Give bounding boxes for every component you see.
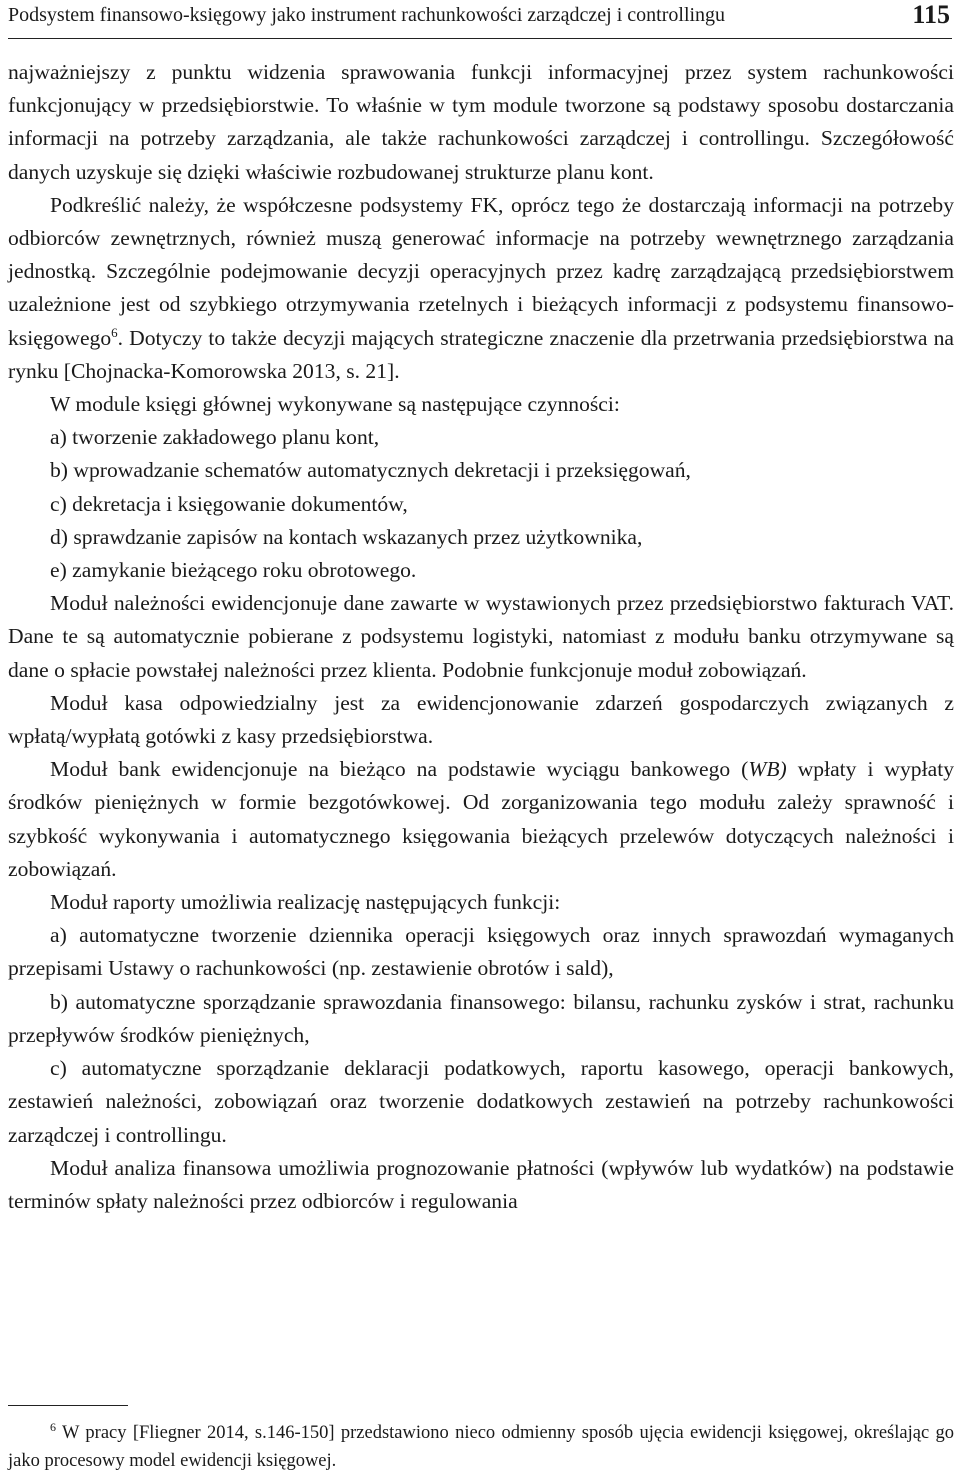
list-item: e) zamykanie bieżącego roku obrotowego. <box>50 558 417 583</box>
paragraph <box>8 753 954 886</box>
paragraph-text: Podkreślić należy, że współczesne podsystemy FK, oprócz tego że dostarczają informacji na potrzeby odbiorców zewnętrznych, również muszą generować informacje na potrzeby wewnętrznego zarządzania jednostką. Szczególnie podejmowanie decyzji operacyjnych przez kadrę zarządzającą przedsiębiorstwem uzależnione jest od szybkiego otrzymywania rzetelnych i bieżących informacji z podsystemu finansowo-księgowego <box>8 192 954 350</box>
paragraph: najważniejszy z punktu widzenia sprawowania funkcji informacyjnej przez system rachunkowości funkcjonujący w przedsiębiorstwie. To właśnie w tym module tworzone są podstawy sposobu dostarczania informacji na potrzeby zarządzania, ale także rachunkowości zarządczej i controllingu. Szczegółowość danych uzyskuje się dzięki właściwie rozbudowanej strukturze planu kont. <box>8 60 954 184</box>
footnote-number: 6 <box>50 1419 56 1434</box>
paragraph-text: . Dotyczy to także decyzji mających strategiczne znaczenie dla przetrwania przedsiębiorstwa na rynku [Chojnacka-Komorowska 2013, s. 21]. <box>8 325 954 383</box>
list-item: b) wprowadzanie schematów automatycznych dekretacji i przeksięgowań, <box>50 458 691 483</box>
list-item: c) dekretacja i księgowanie dokumentów, <box>50 491 408 516</box>
page-header <box>8 0 952 39</box>
list-item: a) automatyczne tworzenie dziennika operacji księgowych oraz innych sprawozdań wymaganych przepisami Ustawy o rachunkowości (np. zestawienie obrotów i sald), <box>8 923 954 981</box>
paragraph-text: Moduł bank ewidencjonuje na bieżąco na podstawie wyciągu bankowego ( <box>50 757 749 782</box>
running-title: Podsystem finansowo-księgowy jako instrument rachunkowości zarządczej i controllingu <box>8 4 726 26</box>
list-item: d) sprawdzanie zapisów na kontach wskazanych przez użytkownika, <box>50 524 643 549</box>
paragraph-text: wpłaty i wypłaty środków pieniężnych w formie bezgotówkowej. Od zorganizowania tego modułu zależy sprawność i szybkość wykonywania i automatycznego księgowania bieżących przelewów dotyczących należności i zobowiązań. <box>8 757 954 881</box>
paragraph: Moduł raporty umożliwia realizację następujących funkcji: <box>50 890 561 915</box>
body-text <box>8 56 954 1218</box>
list-item: b) automatyczne sporządzanie sprawozdania finansowego: bilansu, rachunku zysków i strat, rachunku przepływów środków pieniężnych, <box>8 989 954 1047</box>
abbreviation: WB) <box>748 757 787 782</box>
paragraph: Moduł kasa odpowiedzialny jest za ewidencjonowanie zdarzeń gospodarczych związanych z wpłatą/wypłatą gotówki z kasy przedsiębiorstwa. <box>8 690 954 749</box>
paragraph: Moduł analiza finansowa umożliwia prognozowanie płatności (wpływów lub wydatków) na podstawie terminów spłaty należności przez odbiorców i regulowania <box>8 1155 954 1213</box>
paragraph <box>8 189 954 388</box>
footnote-text: W pracy [Fliegner 2014, s.146-150] przedstawiono nieco odmienny sposób ujęcia ewidencji księgowej, określając go jako procesowy model ewidencji księgowej. <box>8 1423 954 1471</box>
footnote-divider <box>8 1405 128 1406</box>
footnote <box>8 1419 954 1475</box>
list-item: a) tworzenie zakładowego planu kont, <box>50 425 380 450</box>
page-number: 115 <box>912 0 950 29</box>
list-item: c) automatyczne sporządzanie deklaracji podatkowych, raportu kasowego, operacji bankowych, zestawień należności, zobowiązań oraz tworzenie dodatkowych zestawień na potrzeby rachunkowości zarządczej i controllingu. <box>8 1056 954 1147</box>
paragraph: Moduł należności ewidencjonuje dane zawarte w wystawionych przez przedsiębiorstwo fakturach VAT. Dane te są automatycznie pobierane z podsystemu logistyki, natomiast z modułu banku otrzymywane są dane o spłacie powstałej należności przez klienta. Podobnie funkcjonuje moduł zobowiązań. <box>8 591 954 682</box>
footnote-reference[interactable]: 6 <box>111 324 118 340</box>
paragraph: W module księgi głównej wykonywane są następujące czynności: <box>50 392 620 417</box>
